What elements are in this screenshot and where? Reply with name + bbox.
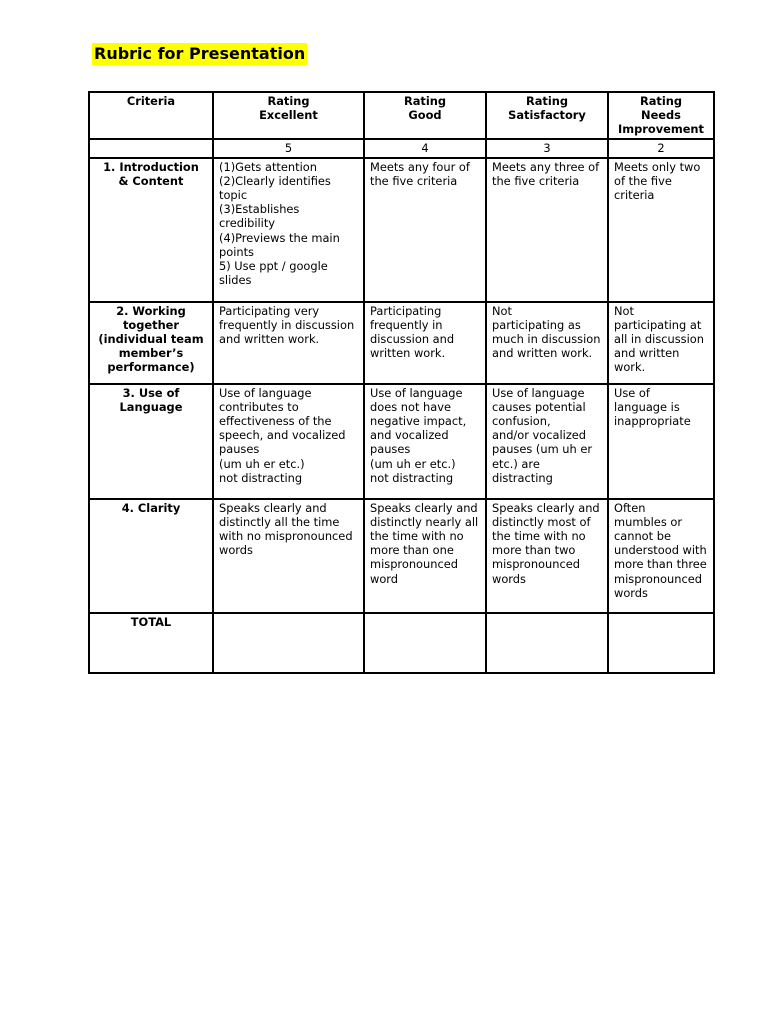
score-row (89, 139, 714, 158)
header-criteria: Criteria (89, 92, 213, 139)
score-empty-cell (89, 139, 213, 158)
document-title: Rubric for Presentation (94, 44, 306, 63)
header-satisfactory: Rating Satisfactory (486, 92, 608, 139)
score-good: 4 (364, 139, 486, 158)
criterion-clarity: 4. Clarity (89, 499, 213, 613)
cell-excellent: (1)Gets attention (2)Clearly identifies topic (3)Establishes credibility (4)Previews the main points 5) Use ppt / google slides (213, 158, 364, 302)
table-row (89, 158, 714, 302)
cell-satisfactory: Not participating as much in discussion and written work. (486, 302, 608, 384)
cell-satisfactory: Speaks clearly and distinctly most of the time with no more than two mispronounced words (486, 499, 608, 613)
total-cell-needs-improvement (608, 613, 714, 673)
cell-good: Meets any four of the five criteria (364, 158, 486, 302)
cell-needs-improvement: Meets only two of the five criteria (608, 158, 714, 302)
table-row (89, 499, 714, 613)
header-good: Rating Good (364, 92, 486, 139)
criterion-use-of-language: 3. Use of Language (89, 384, 213, 499)
total-cell-excellent (213, 613, 364, 673)
rubric-table (88, 91, 715, 674)
cell-needs-improvement: Often mumbles or cannot be understood with more than three mispronounced words (608, 499, 714, 613)
cell-excellent: Speaks clearly and distinctly all the time with no mispronounced words (213, 499, 364, 613)
score-excellent: 5 (213, 139, 364, 158)
cell-satisfactory: Meets any three of the five criteria (486, 158, 608, 302)
cell-needs-improvement: Not participating at all in discussion and written work. (608, 302, 714, 384)
cell-satisfactory: Use of language causes potential confusion, and/or vocalized pauses (um uh er etc.) are distracting (486, 384, 608, 499)
header-needs-improvement: Rating Needs Improvement (608, 92, 714, 139)
total-cell-good (364, 613, 486, 673)
total-label: TOTAL (89, 613, 213, 673)
cell-good: Participating frequently in discussion and written work. (364, 302, 486, 384)
score-satisfactory: 3 (486, 139, 608, 158)
header-row (89, 92, 714, 139)
criterion-working-together: 2. Working together (individual team member’s performance) (89, 302, 213, 384)
cell-excellent: Participating very frequently in discussion and written work. (213, 302, 364, 384)
cell-good: Use of language does not have negative impact, and vocalized pauses (um uh er etc.) not distracting (364, 384, 486, 499)
cell-good: Speaks clearly and distinctly nearly all the time with no more than one mispronounced word (364, 499, 486, 613)
table-row (89, 302, 714, 384)
score-needs-improvement: 2 (608, 139, 714, 158)
cell-needs-improvement: Use of language is inappropriate (608, 384, 714, 499)
total-row (89, 613, 714, 673)
table-row (89, 384, 714, 499)
criterion-introduction: 1. Introduction & Content (89, 158, 213, 302)
header-excellent: Rating Excellent (213, 92, 364, 139)
cell-excellent: Use of language contributes to effectiveness of the speech, and vocalized pauses (um uh er etc.) not distracting (213, 384, 364, 499)
total-cell-satisfactory (486, 613, 608, 673)
